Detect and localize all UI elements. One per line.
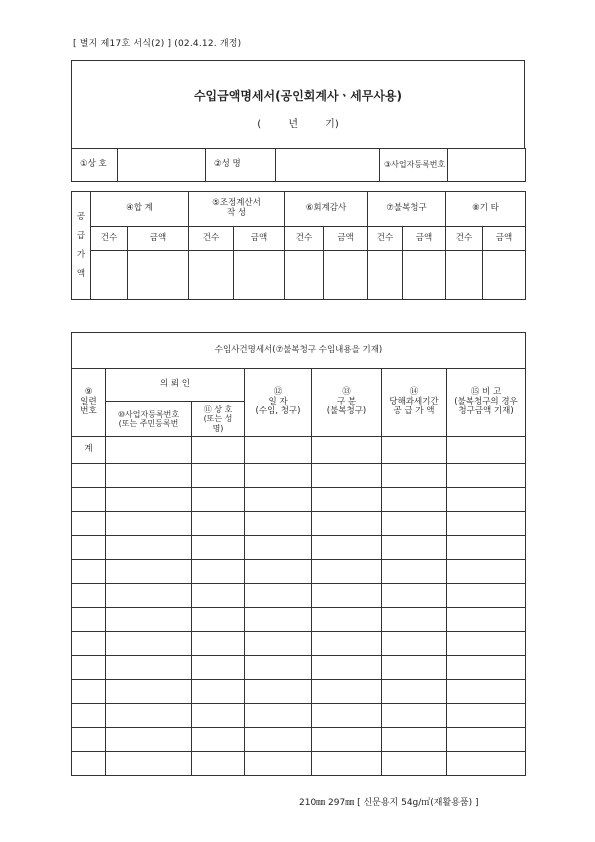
- amount-header: 금액: [128, 227, 189, 251]
- remarks-line2: (불복청구의 경우: [454, 396, 518, 407]
- supply-side-char: 액: [76, 268, 86, 279]
- group-appeal-header: ⑦불복청구: [368, 192, 446, 227]
- count-header: 건수: [91, 227, 128, 251]
- category-header: [312, 369, 382, 437]
- business-reg-number-label: ③사업자등록번호: [380, 149, 448, 182]
- case-entry-cell[interactable]: [312, 512, 382, 536]
- case-entry-cell[interactable]: [312, 704, 382, 728]
- supply-value-cell[interactable]: [403, 251, 446, 300]
- remarks-header: [447, 369, 526, 437]
- case-entry-cell[interactable]: [72, 608, 106, 632]
- case-entry-cell[interactable]: [192, 704, 245, 728]
- supply-amount-table: [71, 191, 526, 300]
- case-entry-cell[interactable]: [106, 608, 192, 632]
- case-entry-cell[interactable]: [312, 536, 382, 560]
- client-name-line2: (또는 성: [203, 414, 233, 424]
- case-entry-cell[interactable]: [312, 656, 382, 680]
- case-entry-cell[interactable]: [192, 656, 245, 680]
- remarks-line3: 청구금액 기재): [458, 406, 514, 417]
- supply-value-header: [382, 369, 447, 437]
- case-entry-cell[interactable]: [382, 464, 447, 488]
- case-entry-cell[interactable]: [312, 584, 382, 608]
- supply-value-cell[interactable]: [368, 251, 403, 300]
- count-header: 건수: [285, 227, 324, 251]
- table-row: [72, 608, 526, 632]
- case-entry-cell[interactable]: [312, 680, 382, 704]
- person-name-field[interactable]: [276, 149, 380, 182]
- table-row: [72, 536, 526, 560]
- supply-value-cell[interactable]: [483, 251, 526, 300]
- supply-side-label: [72, 192, 91, 300]
- serial-number-line3: 번호: [80, 406, 97, 417]
- group-adjustment-header: [189, 192, 285, 227]
- case-entry-cell[interactable]: [447, 704, 526, 728]
- case-entry-cell[interactable]: [382, 752, 447, 776]
- remarks-line1: ⑮ 비 고: [470, 386, 502, 397]
- case-entry-cell[interactable]: [192, 512, 245, 536]
- case-entry-cell[interactable]: [245, 584, 312, 608]
- form-title: 수입금액명세서(공인회계사ㆍ세무사용): [193, 89, 403, 103]
- total-cell[interactable]: [312, 437, 382, 464]
- supply-value-cell[interactable]: [128, 251, 189, 300]
- case-entry-cell[interactable]: [106, 704, 192, 728]
- case-entry-cell[interactable]: [192, 536, 245, 560]
- case-entry-cell[interactable]: [447, 560, 526, 584]
- supply-value-mark: ⑭: [409, 386, 419, 397]
- total-cell[interactable]: [245, 437, 312, 464]
- case-entry-cell[interactable]: [447, 608, 526, 632]
- case-entry-cell[interactable]: [106, 656, 192, 680]
- case-entry-cell[interactable]: [72, 488, 106, 512]
- case-entry-cell[interactable]: [192, 608, 245, 632]
- client-name-line3: 명): [212, 423, 224, 433]
- case-entry-cell[interactable]: [245, 680, 312, 704]
- client-name-header: [192, 402, 245, 437]
- title-box: [71, 60, 525, 148]
- case-entry-cell[interactable]: [106, 464, 192, 488]
- case-entry-cell[interactable]: [72, 536, 106, 560]
- case-entry-cell[interactable]: [72, 464, 106, 488]
- case-entry-cell[interactable]: [382, 536, 447, 560]
- client-header: 의 뢰 인: [106, 369, 245, 402]
- case-entry-cell[interactable]: [106, 584, 192, 608]
- case-list-table: [71, 332, 526, 776]
- table-row: [72, 728, 526, 752]
- case-entry-cell[interactable]: [447, 656, 526, 680]
- serial-number-line2: 일련: [80, 396, 97, 407]
- date-line3: (수임, 청구): [255, 406, 301, 417]
- supply-value-cell[interactable]: [91, 251, 128, 300]
- case-entry-cell[interactable]: [72, 752, 106, 776]
- table-row: [72, 752, 526, 776]
- case-entry-cell[interactable]: [382, 584, 447, 608]
- table-row: [72, 632, 526, 656]
- case-entry-cell[interactable]: [192, 584, 245, 608]
- supply-value-cell[interactable]: [234, 251, 285, 300]
- category-line2: 구 분: [336, 396, 357, 407]
- client-name-line1: ⑪ 상 호: [203, 405, 233, 415]
- total-cell[interactable]: [192, 437, 245, 464]
- table-row: [72, 704, 526, 728]
- table-row: [72, 560, 526, 584]
- serial-number-header: [72, 369, 106, 437]
- case-entry-cell[interactable]: [106, 752, 192, 776]
- category-line3: (불복청구): [326, 406, 367, 417]
- case-entry-cell[interactable]: [312, 488, 382, 512]
- person-name-label: ②성 명: [206, 149, 276, 182]
- case-entry-cell[interactable]: [192, 488, 245, 512]
- case-entry-cell[interactable]: [192, 680, 245, 704]
- case-entry-cell[interactable]: [72, 680, 106, 704]
- case-entry-cell[interactable]: [447, 728, 526, 752]
- case-entry-cell[interactable]: [106, 536, 192, 560]
- case-entry-cell[interactable]: [72, 728, 106, 752]
- supply-value-cell[interactable]: [324, 251, 368, 300]
- case-entry-cell[interactable]: [192, 752, 245, 776]
- table-row: [72, 584, 526, 608]
- count-header: 건수: [189, 227, 234, 251]
- case-entry-cell[interactable]: [192, 632, 245, 656]
- case-entry-cell[interactable]: [312, 728, 382, 752]
- case-entry-cell[interactable]: [106, 488, 192, 512]
- case-entry-cell[interactable]: [245, 704, 312, 728]
- case-entry-cell[interactable]: [192, 560, 245, 584]
- supply-side-char: 급: [76, 230, 86, 241]
- case-entry-cell[interactable]: [382, 608, 447, 632]
- serial-number-mark: ⑨: [84, 386, 93, 397]
- client-reg-number-line1: ⑩사업자등록번호: [117, 409, 180, 419]
- date-mark: ⑫: [273, 386, 283, 397]
- case-entry-cell[interactable]: [312, 608, 382, 632]
- case-entry-cell[interactable]: [382, 512, 447, 536]
- case-entry-cell[interactable]: [106, 560, 192, 584]
- case-entry-cell[interactable]: [72, 512, 106, 536]
- case-entry-cell[interactable]: [245, 464, 312, 488]
- case-entry-cell[interactable]: [106, 680, 192, 704]
- case-entry-cell[interactable]: [447, 536, 526, 560]
- taxpayer-info-table: [71, 148, 526, 182]
- case-entry-cell[interactable]: [245, 488, 312, 512]
- table-row: [72, 656, 526, 680]
- group-adjustment-line1: ⑤조정계산서: [212, 198, 261, 209]
- case-entry-cell[interactable]: [72, 632, 106, 656]
- amount-header: 금액: [234, 227, 285, 251]
- case-entry-cell[interactable]: [192, 464, 245, 488]
- total-cell[interactable]: [382, 437, 447, 464]
- case-entry-cell[interactable]: [447, 512, 526, 536]
- date-header: [245, 369, 312, 437]
- case-entry-cell[interactable]: [447, 488, 526, 512]
- case-entry-cell[interactable]: [382, 728, 447, 752]
- case-entry-cell[interactable]: [245, 656, 312, 680]
- case-entry-cell[interactable]: [312, 464, 382, 488]
- amount-header: 금액: [403, 227, 446, 251]
- case-entry-cell[interactable]: [245, 608, 312, 632]
- business-reg-number-field[interactable]: [448, 149, 526, 182]
- count-header: 건수: [446, 227, 483, 251]
- business-name-field[interactable]: [118, 149, 206, 182]
- client-reg-number-header: [106, 402, 192, 437]
- table-row: [72, 512, 526, 536]
- case-entry-cell[interactable]: [382, 632, 447, 656]
- case-entry-cell[interactable]: [245, 536, 312, 560]
- supply-side-char: 가: [76, 249, 86, 260]
- case-entry-cell[interactable]: [312, 752, 382, 776]
- count-header: 건수: [368, 227, 403, 251]
- case-entry-cell[interactable]: [245, 632, 312, 656]
- case-entry-cell[interactable]: [382, 704, 447, 728]
- case-entry-cell[interactable]: [447, 464, 526, 488]
- group-other-header: ⑧기 타: [446, 192, 526, 227]
- paper-spec-note: 210㎜ 297㎜ [ 신문용지 54g/㎡(재활용품) ]: [299, 798, 479, 808]
- supply-value-line2: 당해과세기간: [389, 396, 439, 407]
- total-cell[interactable]: [106, 437, 192, 464]
- supply-value-cell[interactable]: [446, 251, 483, 300]
- case-entry-cell[interactable]: [447, 584, 526, 608]
- case-entry-cell[interactable]: [245, 728, 312, 752]
- case-entry-cell[interactable]: [72, 560, 106, 584]
- case-list-title: 수임사건명세서(⑦불복청구 수임내용을 기재): [72, 333, 526, 369]
- case-entry-cell[interactable]: [72, 656, 106, 680]
- case-entry-cell[interactable]: [312, 632, 382, 656]
- case-entry-cell[interactable]: [312, 560, 382, 584]
- supply-side-char: 공: [76, 211, 86, 222]
- total-cell[interactable]: [447, 437, 526, 464]
- supply-value-cell[interactable]: [285, 251, 324, 300]
- group-adjustment-line2: 작 성: [226, 208, 247, 218]
- group-audit-header: ⑥회계감사: [285, 192, 368, 227]
- business-name-label: ①상 호: [72, 149, 118, 182]
- case-entry-cell[interactable]: [72, 704, 106, 728]
- case-entry-cell[interactable]: [382, 656, 447, 680]
- group-total-header: ④합 계: [91, 192, 189, 227]
- case-entry-cell[interactable]: [447, 680, 526, 704]
- supply-value-line3: 공 급 가 액: [393, 406, 435, 417]
- case-entry-cell[interactable]: [245, 560, 312, 584]
- client-reg-number-line2: (또는 주민등록번: [118, 419, 179, 428]
- table-row: [72, 464, 526, 488]
- amount-header: 금액: [483, 227, 526, 251]
- case-entry-cell[interactable]: [447, 632, 526, 656]
- table-row: [72, 488, 526, 512]
- case-entry-cell[interactable]: [447, 752, 526, 776]
- case-entry-cell[interactable]: [106, 728, 192, 752]
- case-entry-cell[interactable]: [192, 728, 245, 752]
- case-entry-cell[interactable]: [382, 680, 447, 704]
- form-number-note: [ 별지 제17호 서식(2) ] (02.4.12. 개정): [73, 39, 242, 49]
- case-entry-cell[interactable]: [382, 560, 447, 584]
- case-entry-cell[interactable]: [245, 512, 312, 536]
- case-entry-cell[interactable]: [106, 632, 192, 656]
- date-line2: 일 자: [268, 396, 288, 407]
- case-entry-cell[interactable]: [106, 512, 192, 536]
- year-line: ( 년 기): [257, 119, 339, 130]
- case-entry-cell[interactable]: [245, 752, 312, 776]
- case-entry-cell[interactable]: [382, 488, 447, 512]
- amount-header: 금액: [324, 227, 368, 251]
- table-row: [72, 680, 526, 704]
- case-entry-cell[interactable]: [72, 584, 106, 608]
- total-label: 계: [72, 437, 106, 464]
- category-mark: ⑬: [342, 386, 351, 397]
- supply-value-cell[interactable]: [189, 251, 234, 300]
